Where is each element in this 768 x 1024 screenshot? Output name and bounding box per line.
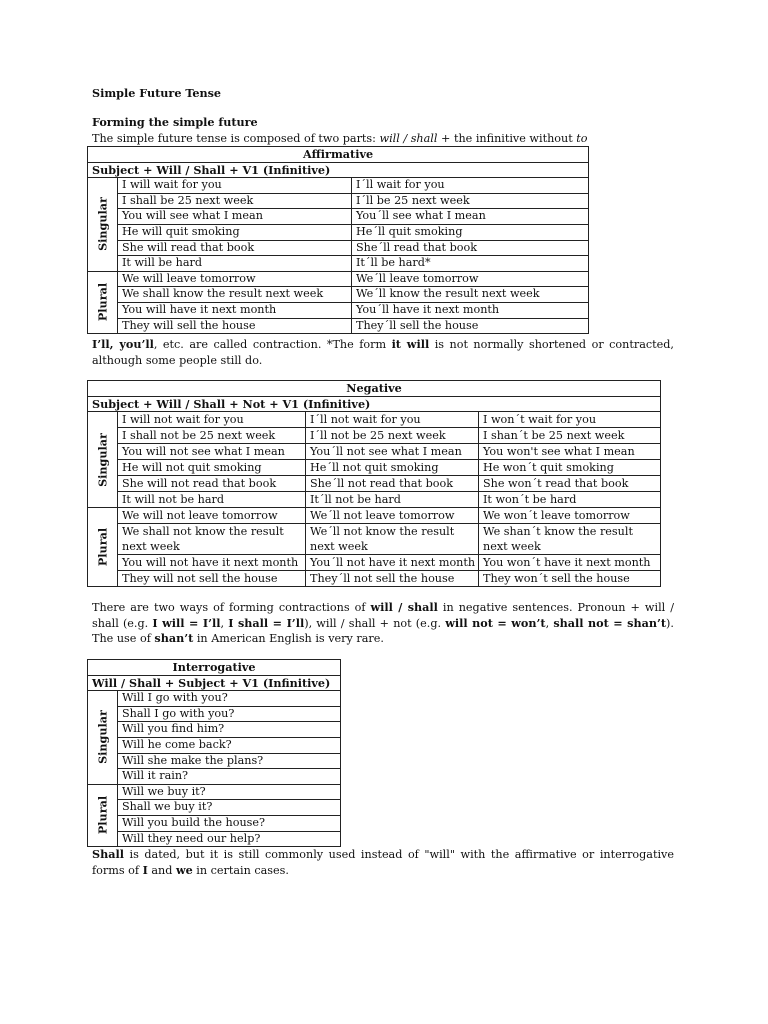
- interrogative-table: [87, 659, 341, 847]
- note2-bold-6: shan’t: [154, 631, 194, 646]
- plural-group-label: [88, 784, 118, 846]
- table-row: [88, 271, 589, 287]
- intro-to: to: [576, 132, 588, 145]
- table-cell: It will be hard: [118, 256, 352, 272]
- table-cell: Shall I go with you?: [118, 706, 341, 722]
- note2-text-7: in American English is very rare.: [193, 632, 384, 646]
- table-cell: I´ll be 25 next week: [352, 193, 589, 209]
- singular-label: Singular: [95, 432, 110, 487]
- singular-group-label: [88, 691, 118, 785]
- table-cell: They´ll not sell the house: [306, 571, 479, 587]
- table-cell: I shall not be 25 next week: [118, 428, 306, 444]
- table-row: [88, 815, 341, 831]
- note2-bold-5: shall not = shan’t: [553, 615, 667, 630]
- contraction-note: [92, 337, 674, 368]
- negative-header: Negative: [88, 381, 661, 397]
- intro-pre: The simple future tense is composed of two parts:: [92, 132, 380, 145]
- plural-label: Plural: [95, 283, 110, 322]
- table-cell: I will not wait for you: [118, 412, 306, 428]
- interrogative-formula: Will / Shall + Subject + V1 (Infinitive): [88, 675, 341, 691]
- plural-group-label: [88, 271, 118, 333]
- table-row: [88, 460, 661, 476]
- table-row: [88, 428, 661, 444]
- table-row: [88, 706, 341, 722]
- affirmative-table: [87, 146, 589, 334]
- note1-bold-2: it will: [391, 337, 430, 351]
- affirmative-formula: Subject + Will / Shall + V1 (Infinitive): [88, 162, 589, 178]
- table-cell: You won´t have it next month: [479, 555, 661, 571]
- table-cell: Will you find him?: [118, 722, 341, 738]
- plural-label: Plural: [95, 528, 110, 567]
- table-cell: You will see what I mean: [118, 209, 352, 225]
- table-cell: We won´t leave tomorrow: [479, 508, 661, 524]
- note2-text-1: There are two ways of forming contractions of: [92, 601, 371, 614]
- table-row: [88, 444, 661, 460]
- table-cell: I´ll not wait for you: [306, 412, 479, 428]
- note2-text-6: ). The use of: [92, 616, 674, 646]
- table-cell: Shall we buy it?: [118, 800, 341, 816]
- table-cell: It´ll be hard*: [352, 256, 589, 272]
- shall-usage-note: [92, 847, 674, 878]
- table-row: [88, 508, 661, 524]
- negative-contraction-note: [92, 600, 674, 647]
- table-cell: It won´t be hard: [479, 492, 661, 508]
- plural-label: Plural: [95, 796, 110, 835]
- table-cell: We shan´t know the result next week: [479, 524, 661, 555]
- table-cell: I´ll wait for you: [352, 178, 589, 194]
- table-row: [88, 722, 341, 738]
- table-row: [88, 193, 589, 209]
- table-cell: She´ll not read that book: [306, 476, 479, 492]
- table-cell: They will sell the house: [118, 318, 352, 334]
- note3-text-2: and: [147, 863, 176, 877]
- table-cell: He will quit smoking: [118, 224, 352, 240]
- table-cell: You´ll have it next month: [352, 302, 589, 318]
- table-cell: You´ll not see what I mean: [306, 444, 479, 460]
- table-cell: You will not see what I mean: [118, 444, 306, 460]
- singular-label: Singular: [95, 197, 110, 252]
- table-cell: Will he come back?: [118, 737, 341, 753]
- singular-label: Singular: [95, 710, 110, 765]
- table-row: [88, 524, 661, 555]
- table-row: [88, 784, 341, 800]
- table-cell: He´ll quit smoking: [352, 224, 589, 240]
- table-cell: You´ll see what I mean: [352, 209, 589, 225]
- note3-text-3: in certain cases.: [192, 863, 289, 877]
- note3-bold-3: we: [175, 862, 193, 877]
- note2-text-2: in negative sentences. Pronoun + will / shall (e.g.: [92, 601, 675, 630]
- interrogative-header: Interrogative: [88, 660, 341, 676]
- table-row: [88, 287, 589, 303]
- table-cell: Will you build the house?: [118, 815, 341, 831]
- note1-text-1: , etc. are called contraction. *The form: [153, 338, 392, 351]
- table-cell: He will not quit smoking: [118, 460, 306, 476]
- table-cell: Will we buy it?: [118, 784, 341, 800]
- note2-text-5: ,: [545, 616, 554, 630]
- note2-text-3: ,: [220, 616, 229, 630]
- intro-mid: + the infinitive without: [437, 132, 577, 145]
- note2-text-4: ), will / shall + not (e.g.: [304, 616, 446, 630]
- intro-text: [92, 131, 588, 147]
- table-cell: I won´t wait for you: [479, 412, 661, 428]
- singular-group-label: [88, 412, 118, 508]
- table-cell: He´ll not quit smoking: [306, 460, 479, 476]
- table-cell: I will wait for you: [118, 178, 352, 194]
- plural-group-label: [88, 508, 118, 587]
- table-cell: She will read that book: [118, 240, 352, 256]
- table-cell: You´ll not have it next month: [306, 555, 479, 571]
- note1-text-2: is not normally shortened or contracted, although some people still do.: [92, 338, 674, 367]
- table-row: [88, 555, 661, 571]
- singular-group-label: [88, 178, 118, 272]
- table-cell: We shall not know the result next week: [118, 524, 306, 555]
- table-cell: She won´t read that book: [479, 476, 661, 492]
- table-row: [88, 240, 589, 256]
- table-row: [88, 302, 589, 318]
- negative-formula: Subject + Will / Shall + Not + V1 (Infinitive): [88, 396, 661, 412]
- table-cell: It will not be hard: [118, 492, 306, 508]
- table-cell: We will leave tomorrow: [118, 271, 352, 287]
- table-row: [88, 492, 661, 508]
- table-cell: We´ll know the result next week: [352, 287, 589, 303]
- table-cell: We´ll leave tomorrow: [352, 271, 589, 287]
- table-cell: She´ll read that book: [352, 240, 589, 256]
- table-row: [88, 737, 341, 753]
- note3-bold-1: Shall: [92, 847, 124, 861]
- table-cell: They will not sell the house: [118, 571, 306, 587]
- table-cell: You will not have it next month: [118, 555, 306, 571]
- table-row: [88, 571, 661, 587]
- table-cell: I shall be 25 next week: [118, 193, 352, 209]
- page-title: Simple Future Tense: [92, 86, 222, 100]
- negative-table: [87, 380, 661, 587]
- table-row: [88, 769, 341, 785]
- note2-bold-2: I will = I’ll: [152, 615, 221, 630]
- note3-bold-2: I: [142, 862, 148, 877]
- intro-formula: will / shall: [379, 132, 438, 145]
- table-row: [88, 800, 341, 816]
- table-row: [88, 209, 589, 225]
- table-cell: You won't see what I mean: [479, 444, 661, 460]
- table-cell: I shan´t be 25 next week: [479, 428, 661, 444]
- table-cell: We´ll not know the result next week: [306, 524, 479, 555]
- table-row: [88, 476, 661, 492]
- table-cell: You will have it next month: [118, 302, 352, 318]
- note3-text-1: is dated, but it is still commonly used instead of "will" with the affirmative or interrogative forms of: [92, 848, 674, 877]
- table-cell: They´ll sell the house: [352, 318, 589, 334]
- table-row: [88, 753, 341, 769]
- note2-bold-4: will not = won’t: [445, 615, 546, 630]
- affirmative-header: Affirmative: [88, 147, 589, 163]
- note1-bold-1: I’ll, you’ll: [92, 337, 154, 351]
- section-heading: Forming the simple future: [92, 115, 258, 129]
- note2-bold-3: I shall = I’ll: [228, 615, 305, 630]
- table-row: [88, 831, 341, 847]
- table-cell: He won´t quit smoking: [479, 460, 661, 476]
- table-cell: Will it rain?: [118, 769, 341, 785]
- table-cell: I´ll not be 25 next week: [306, 428, 479, 444]
- table-row: [88, 412, 661, 428]
- table-cell: We shall know the result next week: [118, 287, 352, 303]
- table-row: [88, 178, 589, 194]
- table-cell: Will they need our help?: [118, 831, 341, 847]
- table-row: [88, 691, 341, 707]
- table-cell: We´ll not leave tomorrow: [306, 508, 479, 524]
- table-cell: Will I go with you?: [118, 691, 341, 707]
- table-row: [88, 224, 589, 240]
- table-row: [88, 318, 589, 334]
- table-row: [88, 256, 589, 272]
- note2-bold-1: will / shall: [370, 600, 438, 614]
- table-cell: They won´t sell the house: [479, 571, 661, 587]
- table-cell: Will she make the plans?: [118, 753, 341, 769]
- table-cell: It´ll not be hard: [306, 492, 479, 508]
- table-cell: We will not leave tomorrow: [118, 508, 306, 524]
- table-cell: She will not read that book: [118, 476, 306, 492]
